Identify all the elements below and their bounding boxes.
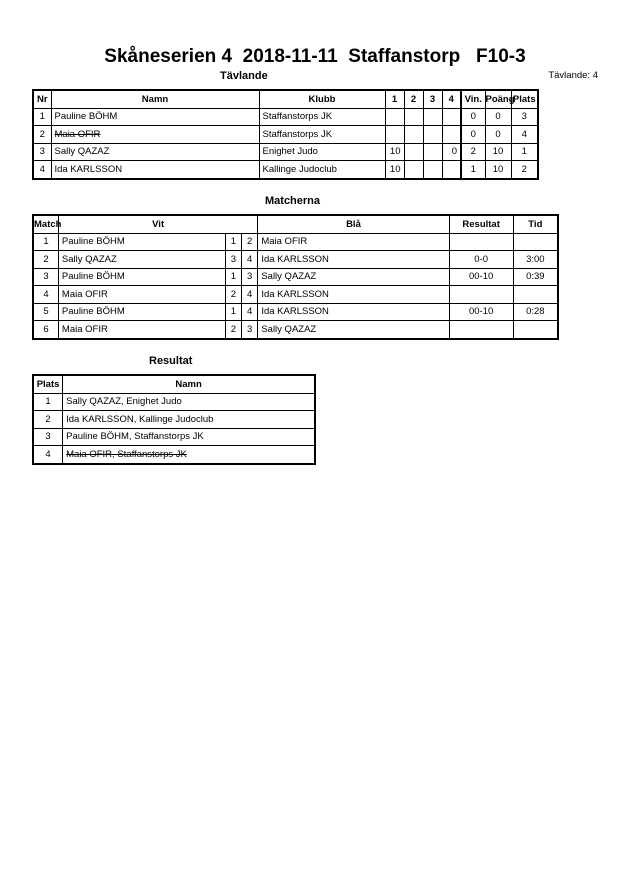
result-row: 4 Maia OFIR, Staffanstorps JK — [33, 446, 315, 464]
competitor-row: 2 Maia OFIR Staffanstorps JK 0 0 4 — [33, 126, 538, 144]
col-wins: Vin. — [461, 90, 485, 108]
col-m4: 4 — [442, 90, 461, 108]
competitor-row: 3 Sally QAZAZ Enighet Judo 10 0 2 10 1 — [33, 143, 538, 161]
competitors-table — [32, 89, 539, 180]
col-club: Klubb — [259, 90, 385, 108]
match-row: 4 Maia OFIR 2 4 Ida KARLSSON — [33, 286, 558, 304]
col-match: Match — [33, 215, 58, 233]
match-row: 2 Sally QAZAZ 3 4 Ida KARLSSON 0-0 3:00 — [33, 251, 558, 269]
matches-header-row — [33, 215, 558, 233]
col-blue: Blå — [258, 215, 449, 233]
col-m3: 3 — [423, 90, 442, 108]
page-title: Skåneserien 4 2018-11-11 Staffanstorp F10-3 — [104, 46, 526, 67]
col-name: Namn — [63, 375, 315, 393]
col-time: Tid — [513, 215, 558, 233]
col-m2: 2 — [404, 90, 423, 108]
match-row: 5 Pauline BÖHM 1 4 Ida KARLSSON 00-10 0:28 — [33, 303, 558, 321]
col-name: Namn — [51, 90, 259, 108]
competitors-count: Tävlande: 4 — [548, 70, 598, 81]
col-points: Poäng — [485, 90, 511, 108]
results-header-row — [33, 375, 315, 393]
match-row: 1 Pauline BÖHM 1 2 Maia OFIR — [33, 233, 558, 251]
col-place: Plats — [33, 375, 63, 393]
col-white: Vit — [58, 215, 257, 233]
col-result: Resultat — [449, 215, 513, 233]
col-place: Plats — [511, 90, 538, 108]
results-table — [32, 374, 316, 465]
results-heading: Resultat — [149, 355, 193, 367]
col-nr: Nr — [33, 90, 51, 108]
competitors-header-row — [33, 90, 538, 108]
col-m1: 1 — [385, 90, 404, 108]
matches-table — [32, 214, 559, 340]
result-row: 1 Sally QAZAZ, Enighet Judo — [33, 393, 315, 411]
competitors-heading: Tävlande — [220, 70, 268, 82]
result-row: 3 Pauline BÖHM, Staffanstorps JK — [33, 428, 315, 446]
match-row: 3 Pauline BÖHM 1 3 Sally QAZAZ 00-10 0:39 — [33, 268, 558, 286]
result-row: 2 Ida KARLSSON, Kallinge Judoclub — [33, 411, 315, 429]
competitor-row: 4 Ida KARLSSON Kallinge Judoclub 10 1 10 2 — [33, 161, 538, 179]
matches-heading: Matcherna — [265, 195, 321, 207]
competitor-row: 1 Pauline BÖHM Staffanstorps JK 0 0 3 — [33, 108, 538, 126]
match-row: 6 Maia OFIR 2 3 Sally QAZAZ — [33, 321, 558, 339]
